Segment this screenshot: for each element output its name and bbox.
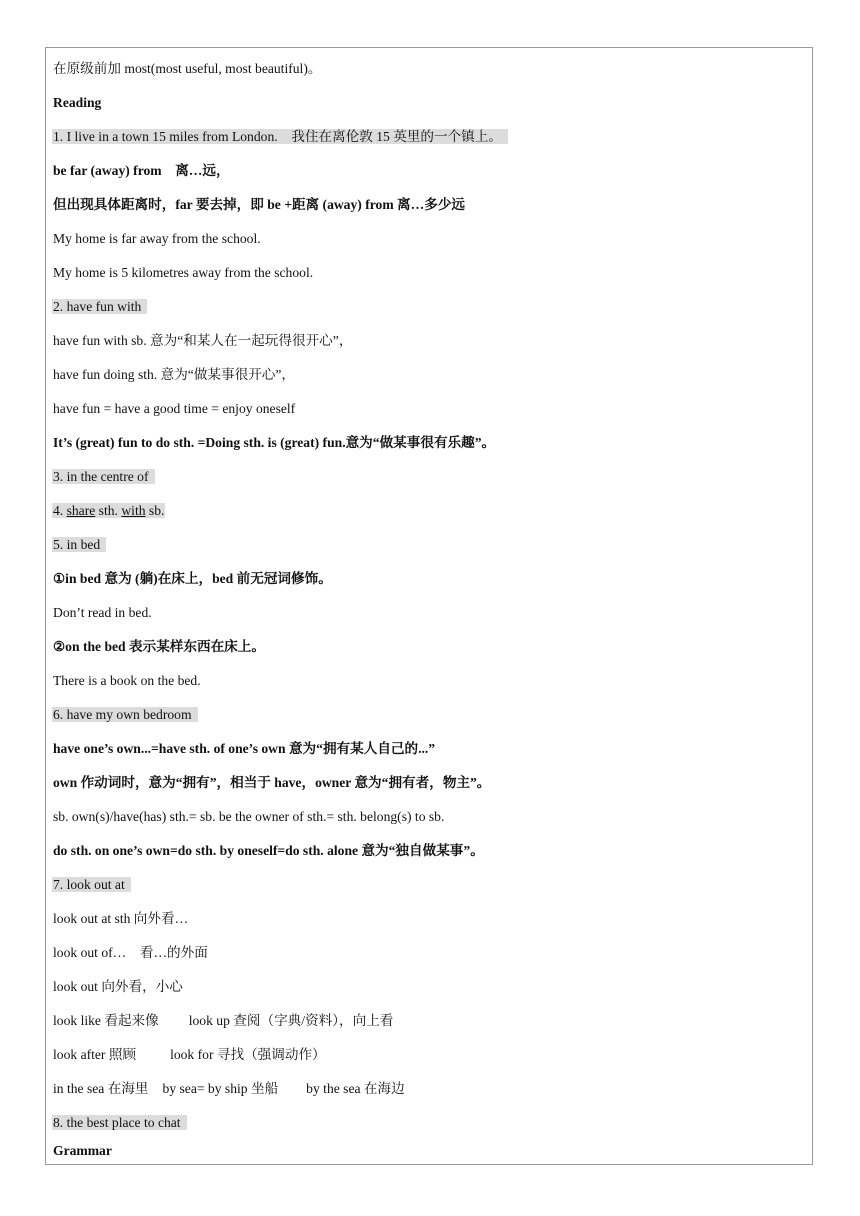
- example-sentence: Don’t read in bed.: [53, 605, 152, 620]
- vocab-item-2: [53, 298, 147, 316]
- phrase-part: by sea= by ship 坐船: [162, 1081, 279, 1096]
- note-line: look out 向外看，小心: [53, 979, 183, 994]
- highlighted-phrase: 2. have fun with: [52, 299, 147, 314]
- note-line: be far (away) from 离…远，: [53, 163, 230, 178]
- highlighted-phrase: 8. the best place to chat: [52, 1115, 187, 1130]
- note-line: look out at sth 向外看…: [53, 911, 189, 926]
- note-line: have fun with sb. 意为“和某人在一起玩得很开心”，: [53, 333, 353, 348]
- note-line: [53, 1012, 393, 1030]
- item-number: 4.: [53, 503, 67, 518]
- highlighted-phrase: 1. I live in a town 15 miles from London. 我住在离伦敦 15 英里的一个镇上。: [52, 129, 508, 144]
- note-line: own 作动词时，意为“拥有”，相当于 have，owner 意为“拥有者，物主”。: [53, 775, 491, 790]
- vocab-item-4: [53, 502, 165, 520]
- phrase-part: by the sea 在海边: [306, 1081, 405, 1096]
- note-line: [53, 1046, 326, 1064]
- intro-text: 在原级前加 most(most useful, most beautiful)。: [53, 61, 322, 76]
- note-line: sb. own(s)/have(has) sth.= sb. be the owner of sth.= sth. belong(s) to sb.: [53, 809, 445, 824]
- example-sentence: My home is 5 kilometres away from the school.: [53, 265, 314, 280]
- note-line: look out of… 看…的外面: [53, 945, 208, 960]
- underlined-word: share: [66, 503, 96, 518]
- note-line: It’s (great) fun to do sth. =Doing sth. is (great) fun.意为“做某事很有乐趣”。: [53, 435, 496, 450]
- note-line: do sth. on one’s own=do sth. by oneself=do sth. alone 意为“独自做某事”。: [53, 843, 484, 858]
- phrase-part: look for 寻找（强调动作）: [170, 1047, 326, 1062]
- vocab-item-8: [53, 1114, 187, 1132]
- note-line: ②on the bed 表示某样东西在床上。: [53, 639, 265, 654]
- note-line: have fun doing sth. 意为“做某事很开心”，: [53, 367, 296, 382]
- phrase-part: look like 看起来像: [53, 1013, 159, 1028]
- example-sentence: My home is far away from the school.: [53, 231, 261, 246]
- highlighted-phrase: 7. look out at: [52, 877, 131, 892]
- vocab-item-1: [53, 128, 508, 146]
- highlighted-phrase: [52, 503, 165, 518]
- note-line: have fun = have a good time = enjoy oneself: [53, 401, 296, 416]
- note-line: 但出现具体距离时，far 要去掉，即 be +距离 (away) from 离…多少远: [53, 197, 466, 212]
- highlighted-phrase: 6. have my own bedroom: [52, 707, 198, 722]
- highlighted-phrase: 5. in bed: [52, 537, 106, 552]
- phrase-part: sth.: [95, 503, 122, 518]
- vocab-item-7: [53, 876, 131, 894]
- highlighted-phrase: 3. in the centre of: [52, 469, 155, 484]
- phrase-part: sb.: [145, 503, 165, 518]
- vocab-item-3: [53, 468, 155, 486]
- section-heading-reading: Reading: [53, 95, 102, 110]
- phrase-part: look after 照顾: [53, 1047, 137, 1062]
- note-line: have one’s own...=have sth. of one’s own 意为“拥有某人自己的...”: [53, 741, 436, 756]
- page-border: [45, 47, 813, 1165]
- vocab-item-6: [53, 706, 198, 724]
- example-sentence: There is a book on the bed.: [53, 673, 201, 688]
- note-line: ①in bed 意为 (躺)在床上，bed 前无冠词修饰。: [53, 571, 332, 586]
- section-heading-grammar: Grammar: [53, 1143, 112, 1158]
- phrase-part: look up 查阅（字典/资料），向上看: [188, 1013, 394, 1028]
- vocab-item-5: [53, 536, 106, 554]
- underlined-word: with: [121, 503, 146, 518]
- phrase-part: in the sea 在海里: [53, 1081, 149, 1096]
- note-line: [53, 1080, 405, 1098]
